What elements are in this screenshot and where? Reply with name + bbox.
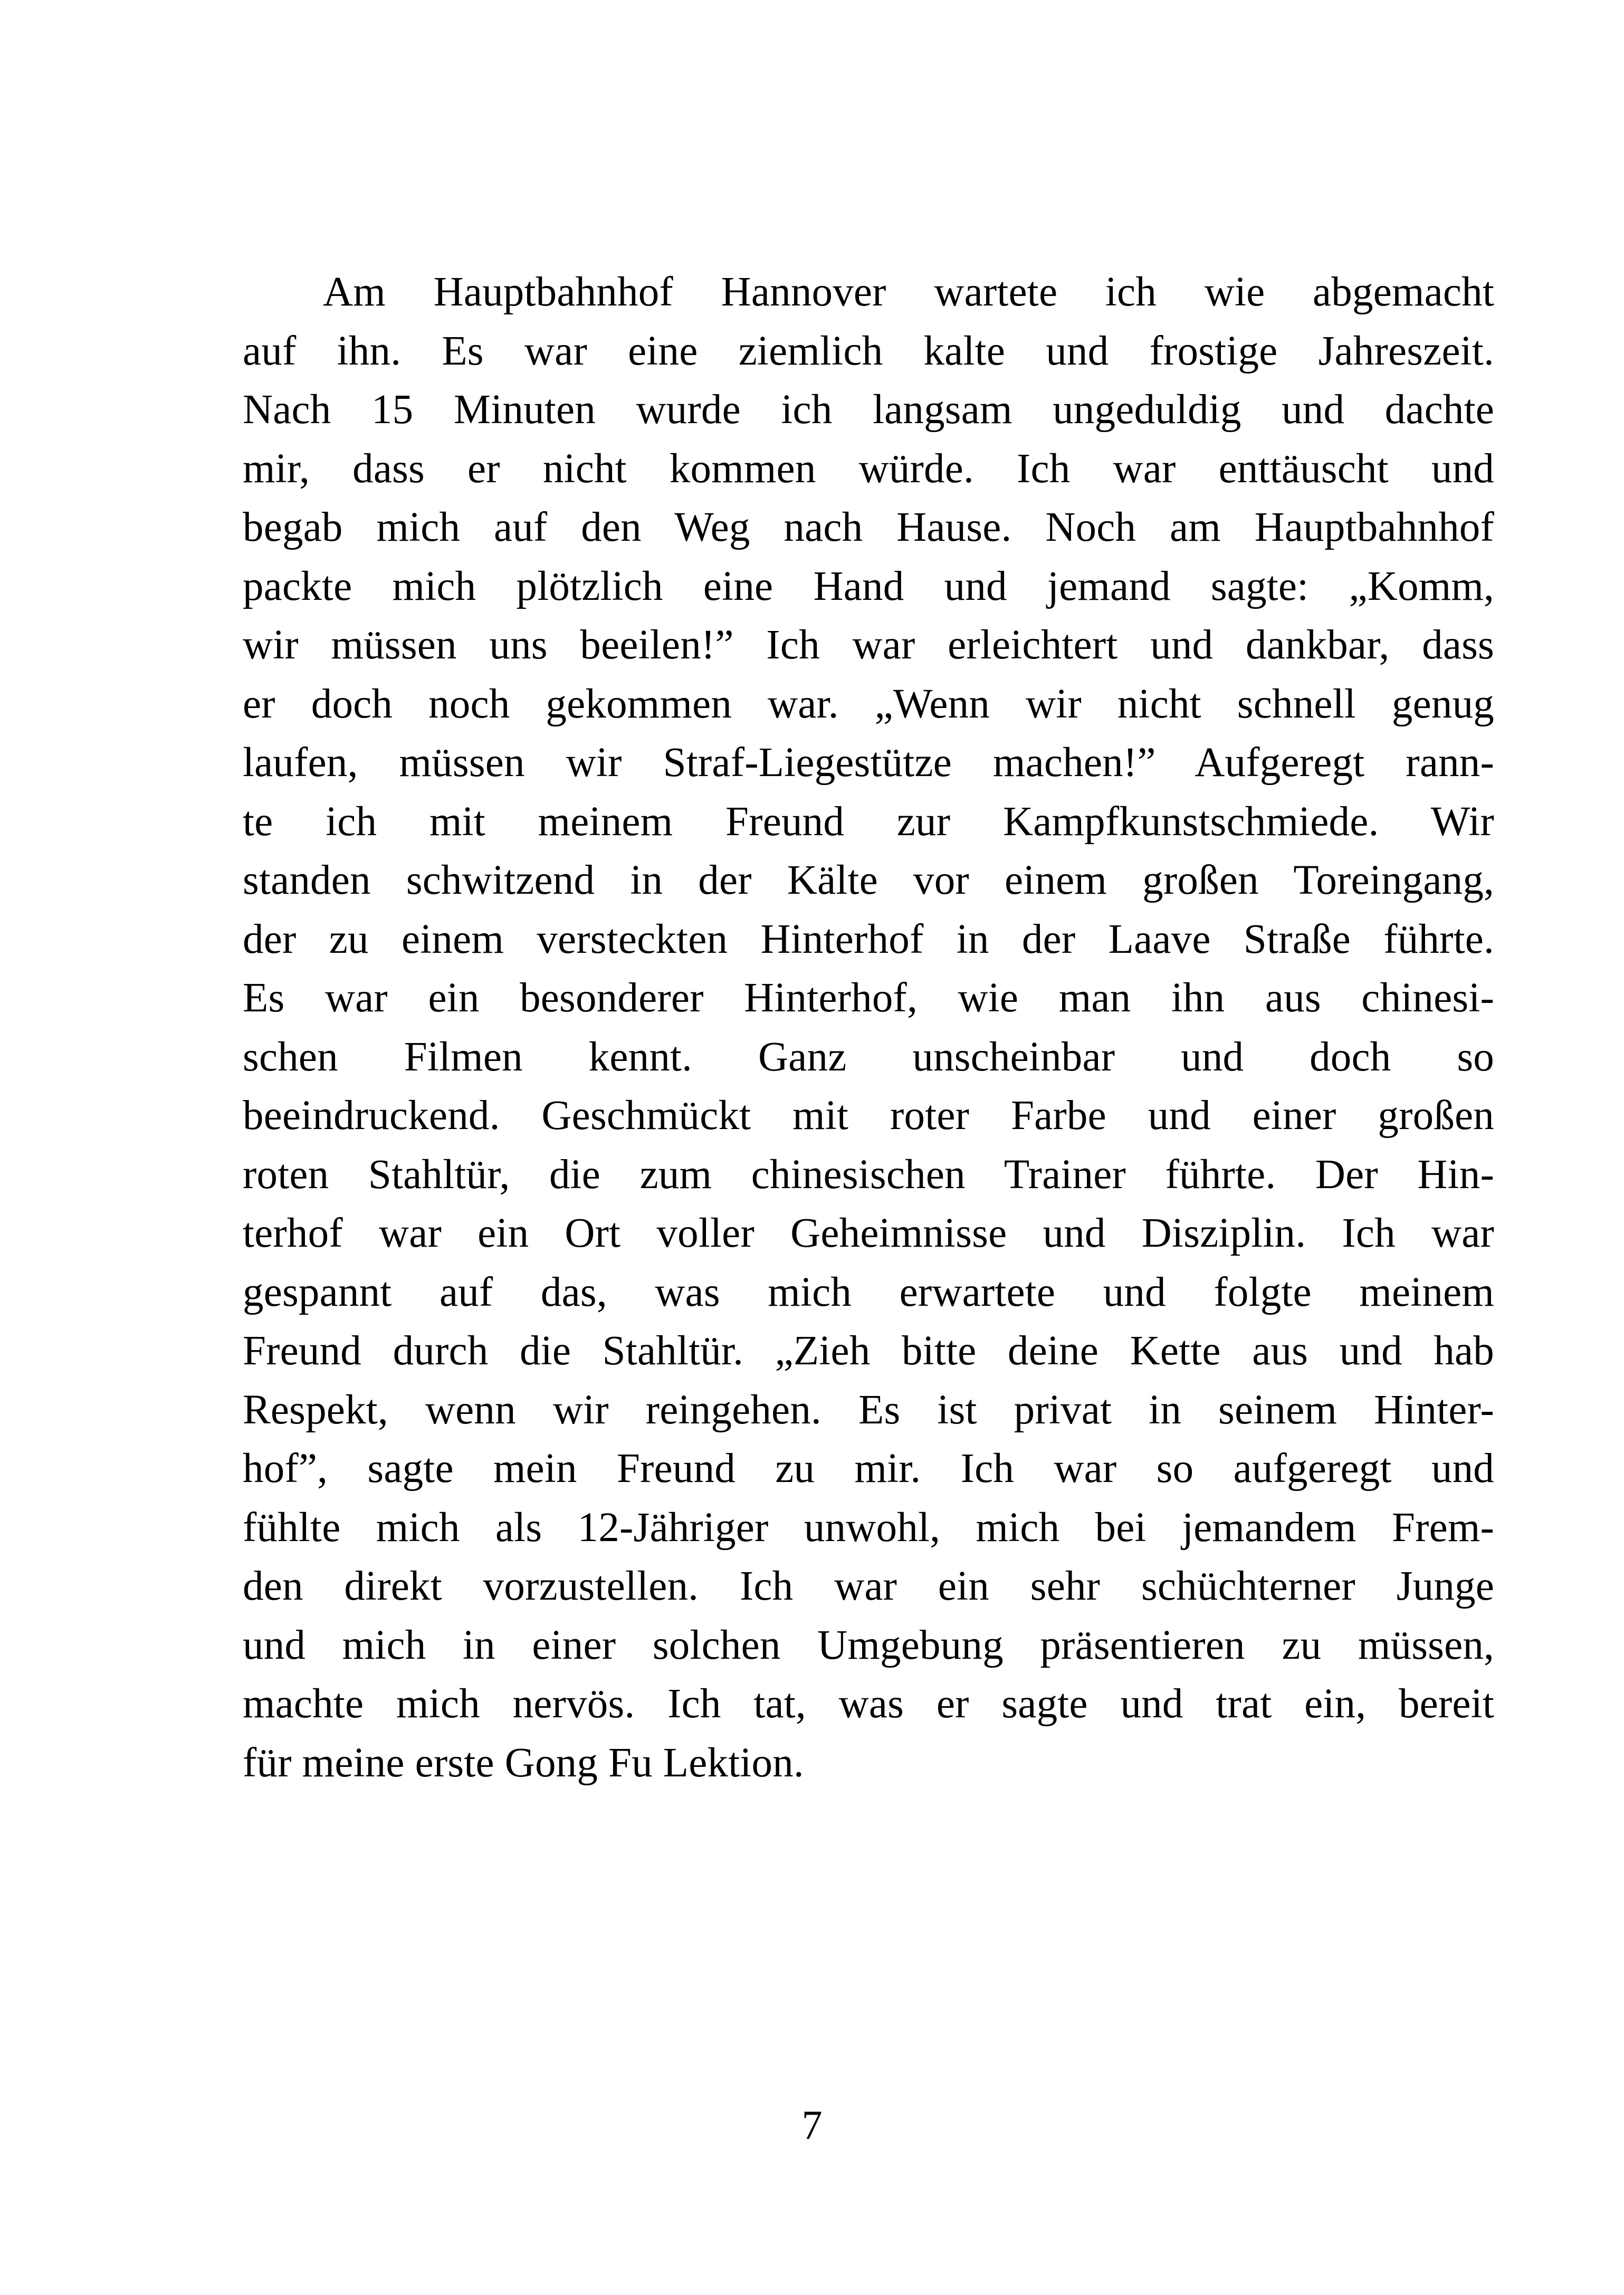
text-line: für meine erste Gong Fu Lektion.: [243, 1739, 804, 1786]
text-line: fühlte mich als 12-Jähriger unwohl, mich bei jemandem Frem-: [243, 1504, 1494, 1551]
paragraph: [243, 263, 1494, 1792]
text-line: Es war ein besonderer Hinterhof, wie man ihn aus chinesi-: [243, 975, 1494, 1021]
page-number: 7: [801, 2102, 823, 2148]
text-line: standen schwitzend in der Kälte vor einem großen Toreingang,: [243, 857, 1494, 903]
text-line: te ich mit meinem Freund zur Kampfkunstschmiede. Wir: [243, 798, 1494, 845]
text-line: beeindruckend. Geschmückt mit roter Farbe und einer großen: [243, 1093, 1494, 1139]
text-line: schen Filmen kennt. Ganz unscheinbar und doch so: [243, 1034, 1494, 1080]
text-line: er doch noch gekommen war. „Wenn wir nicht schnell genug: [243, 681, 1494, 727]
text-line: der zu einem versteckten Hinterhof in der Laave Straße führte.: [243, 916, 1494, 962]
text-line: mir, dass er nicht kommen würde. Ich war enttäuscht und: [243, 445, 1494, 492]
text-line: Respekt, wenn wir reingehen. Es ist privat in seinem Hinter-: [243, 1386, 1494, 1433]
text-line: und mich in einer solchen Umgebung präsentieren zu müssen,: [243, 1622, 1494, 1668]
text-line: auf ihn. Es war eine ziemlich kalte und frostige Jahreszeit.: [243, 328, 1494, 374]
text-line: begab mich auf den Weg nach Hause. Noch am Hauptbahnhof: [243, 504, 1494, 550]
text-line: wir müssen uns beeilen!” Ich war erleichtert und dankbar, dass: [243, 622, 1494, 668]
text-line: terhof war ein Ort voller Geheimnisse und Disziplin. Ich war: [243, 1210, 1494, 1256]
text-line: Am Hauptbahnhof Hannover wartete ich wie abgemacht: [323, 269, 1494, 315]
text-line: Nach 15 Minuten wurde ich langsam ungeduldig und dachte: [243, 387, 1494, 433]
text-line: machte mich nervös. Ich tat, was er sagte und trat ein, bereit: [243, 1681, 1494, 1727]
text-line: den direkt vorzustellen. Ich war ein sehr schüchterner Junge: [243, 1563, 1494, 1609]
text-line: Freund durch die Stahltür. „Zieh bitte deine Kette aus und hab: [243, 1328, 1494, 1374]
text-line: laufen, müssen wir Straf-Liegestütze machen!” Aufgeregt rann-: [243, 740, 1494, 786]
text-line: gespannt auf das, was mich erwartete und folgte meinem: [243, 1269, 1494, 1315]
text-line: roten Stahltür, die zum chinesischen Trainer führte. Der Hin-: [243, 1151, 1494, 1198]
text-line: hof”, sagte mein Freund zu mir. Ich war so aufgeregt und: [243, 1446, 1494, 1491]
text-line: packte mich plötzlich eine Hand und jemand sagte: „Komm,: [243, 563, 1494, 609]
